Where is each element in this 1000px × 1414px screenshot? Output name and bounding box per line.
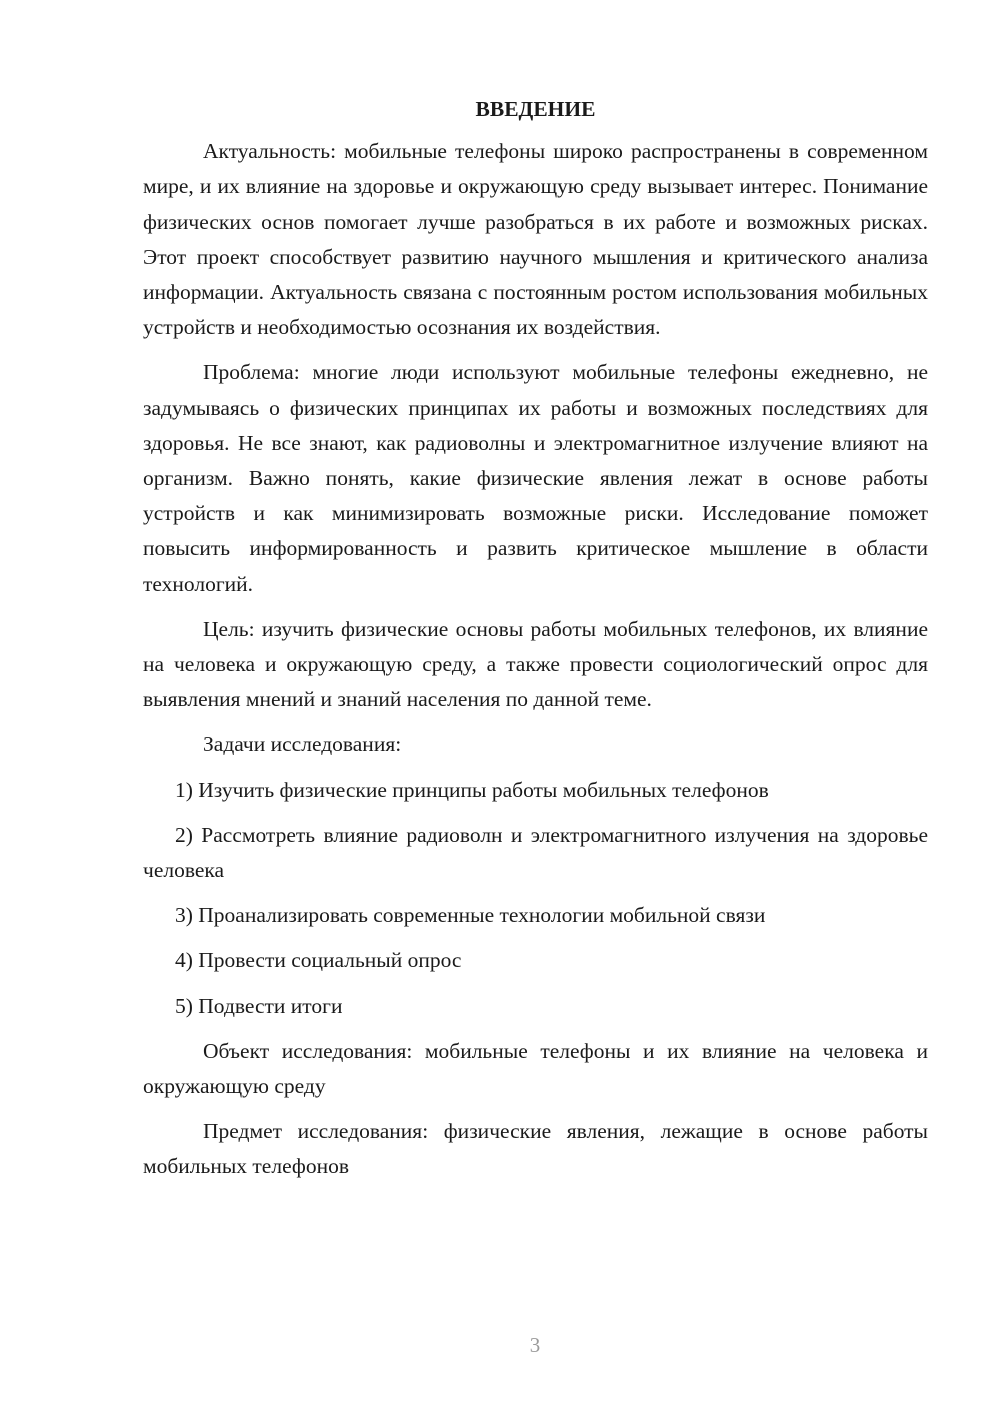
- goal-paragraph: Цель: изучить физические основы работы мобильных телефонов, их влияние на человека и окружающую среду, а также провести социологический опрос для выявления мнений и знаний населения по данной теме.: [143, 616, 928, 712]
- list-item: 2) Рассмотреть влияние радиоволн и электромагнитного излучения на здоровье человека: [143, 822, 928, 883]
- page-title: ВВЕДЕНИЕ: [475, 97, 596, 121]
- object-paragraph: Объект исследования: мобильные телефоны и их влияние на человека и окружающую среду: [143, 1038, 928, 1099]
- list-item: 4) Провести социальный опрос: [175, 948, 462, 973]
- page-number: 3: [529, 1333, 541, 1357]
- relevance-paragraph: Актуальность: мобильные телефоны широко распространены в современном мире, и их влияние на здоровье и окружающую среду вызывает интерес. Понимание физических основ помогает лучше разобраться в их работе и возможных рисках. Этот проект способствует развитию научного мышления и критического анализа информации. Актуальность связана с постоянным ростом использования мобильных устройств и необходимостью осознания их воздействия.: [143, 139, 928, 340]
- list-item: 1) Изучить физические принципы работы мобильных телефонов: [175, 777, 769, 802]
- tasks-heading: Задачи исследования:: [203, 732, 402, 757]
- problem-paragraph: Проблема: многие люди используют мобильные телефоны ежедневно, не задумываясь о физических принципах их работы и возможных последствиях для здоровья. Не все знают, как радиоволны и электромагнитное излучение влияют на организм. Важно понять, какие физические явления лежат в основе работы устройств и как минимизировать возможные риски. Исследование поможет повысить информированность и развить критическое мышление в области технологий.: [143, 360, 928, 596]
- list-item: 3) Проанализировать современные технологии мобильной связи: [175, 903, 766, 928]
- subject-paragraph: Предмет исследования: физические явления, лежащие в основе работы мобильных телефонов: [143, 1119, 928, 1179]
- document-page: [143, 92, 928, 1195]
- tasks-list: [143, 773, 928, 1024]
- list-item: 5) Подвести итоги: [175, 993, 343, 1018]
